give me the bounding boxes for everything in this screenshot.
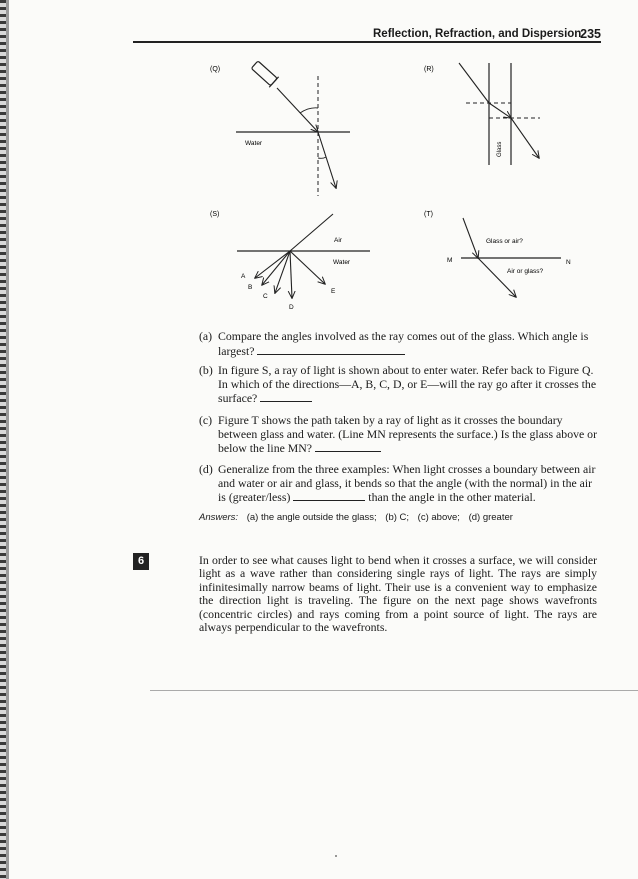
frame-paragraph: In order to see what causes light to bend when it crosses a surface, we will consider light as a wave rather than considering single rays of light. The rays are simply infinitesimally narrow beams of light. Their use is a convenient way to emphasize the direction light is traveling. The figure on the next page shows wavefronts (concentric circles) and rays coming from a point source of light. The rays are always perpendicular to the wavefronts. bbox=[199, 553, 597, 635]
figure-q-angle-arc-bottom bbox=[318, 157, 326, 158]
direction-ray-d bbox=[290, 251, 292, 298]
figure-q-medium-label: Water bbox=[245, 140, 263, 147]
question-a bbox=[199, 330, 601, 358]
scan-speck bbox=[335, 855, 337, 857]
figure-t-refracted-ray bbox=[478, 258, 516, 297]
figure-q bbox=[210, 59, 350, 196]
answer-d: (d) greater bbox=[468, 512, 513, 523]
direction-label-b: B bbox=[248, 284, 253, 291]
answer-b: (b) C; bbox=[385, 512, 410, 523]
figure-r-incident-ray bbox=[459, 63, 489, 103]
figure-q-label: (Q) bbox=[210, 66, 221, 73]
question-d bbox=[199, 463, 601, 505]
figure-t-point-n: N bbox=[566, 259, 571, 266]
question-b-text: In figure S, a ray of light is shown about to enter water. Refer back to Figure Q. In which of the directions—A, B, C, D, or E—will the ray go after it crosses the surface? bbox=[218, 363, 597, 405]
question-a-text: Compare the angles involved as the ray comes out of the glass. Which angle is largest? bbox=[218, 329, 589, 358]
question-d-text-end: than the angle in the other material. bbox=[368, 490, 536, 504]
figure-s-top-medium: Air bbox=[334, 237, 342, 244]
question-a-label: (a) bbox=[199, 329, 213, 343]
figure-q-incident-ray bbox=[277, 88, 318, 132]
figure-t-bottom-medium: Air or glass? bbox=[507, 268, 544, 275]
answer-blank-a[interactable] bbox=[257, 344, 405, 355]
question-d-text-start: Generalize from the three examples: When light crosses a boundary between air and water or air and glass, it bends so that the angle (with the normal) in the air is (greater/less) bbox=[218, 462, 596, 504]
answer-blank-d[interactable] bbox=[293, 490, 365, 501]
direction-label-e: E bbox=[331, 288, 336, 295]
chapter-title: Reflection, Refraction, and Dispersion bbox=[373, 28, 582, 40]
answer-a: (a) the angle outside the glass; bbox=[246, 512, 377, 523]
figure-s-bottom-medium: Water bbox=[333, 259, 351, 266]
figure-t bbox=[424, 211, 571, 297]
question-b-label: (b) bbox=[199, 363, 213, 377]
figure-r-label: (R) bbox=[424, 66, 434, 73]
answer-blank-b[interactable] bbox=[260, 391, 312, 402]
question-c bbox=[199, 414, 601, 456]
direction-label-c: C bbox=[263, 293, 268, 300]
direction-label-d: D bbox=[289, 304, 294, 311]
direction-ray-b bbox=[262, 251, 290, 285]
question-c-text: Figure T shows the path taken by a ray of light as it crosses the boundary between glass and water. (Line MN represents the surface.) Is the glass above or below the line MN? bbox=[218, 413, 598, 455]
figure-r-medium-label: Glass bbox=[497, 141, 503, 157]
answers-heading: Answers: bbox=[199, 512, 239, 523]
answer-c: (c) above; bbox=[417, 512, 460, 523]
figure-t-incident-ray bbox=[463, 218, 478, 258]
page-number: 235 bbox=[580, 27, 601, 41]
bottom-rule bbox=[150, 690, 638, 691]
flashlight-icon bbox=[250, 59, 279, 87]
frame-number-badge: 6 bbox=[133, 553, 149, 570]
figure-s-incident-ray bbox=[290, 214, 333, 251]
figure-r-internal-ray bbox=[489, 103, 511, 118]
answer-blank-c[interactable] bbox=[315, 441, 381, 452]
figure-s-label: (S) bbox=[210, 211, 220, 218]
question-d-label: (d) bbox=[199, 462, 213, 476]
question-b bbox=[199, 364, 601, 406]
figure-t-label: (T) bbox=[424, 211, 433, 218]
question-c-label: (c) bbox=[199, 413, 213, 427]
figure-r-emergent-ray bbox=[511, 118, 539, 158]
figure-s bbox=[210, 211, 370, 311]
figure-r bbox=[424, 63, 540, 165]
figure-q-angle-arc-top bbox=[300, 108, 318, 113]
figures-panel bbox=[0, 0, 638, 330]
figure-t-top-medium: Glass or air? bbox=[486, 238, 523, 245]
direction-label-a: A bbox=[241, 273, 246, 280]
direction-ray-e bbox=[290, 251, 325, 284]
figure-t-point-m: M bbox=[447, 257, 453, 264]
figure-q-refracted-ray bbox=[318, 132, 336, 188]
answers-line bbox=[199, 512, 519, 523]
